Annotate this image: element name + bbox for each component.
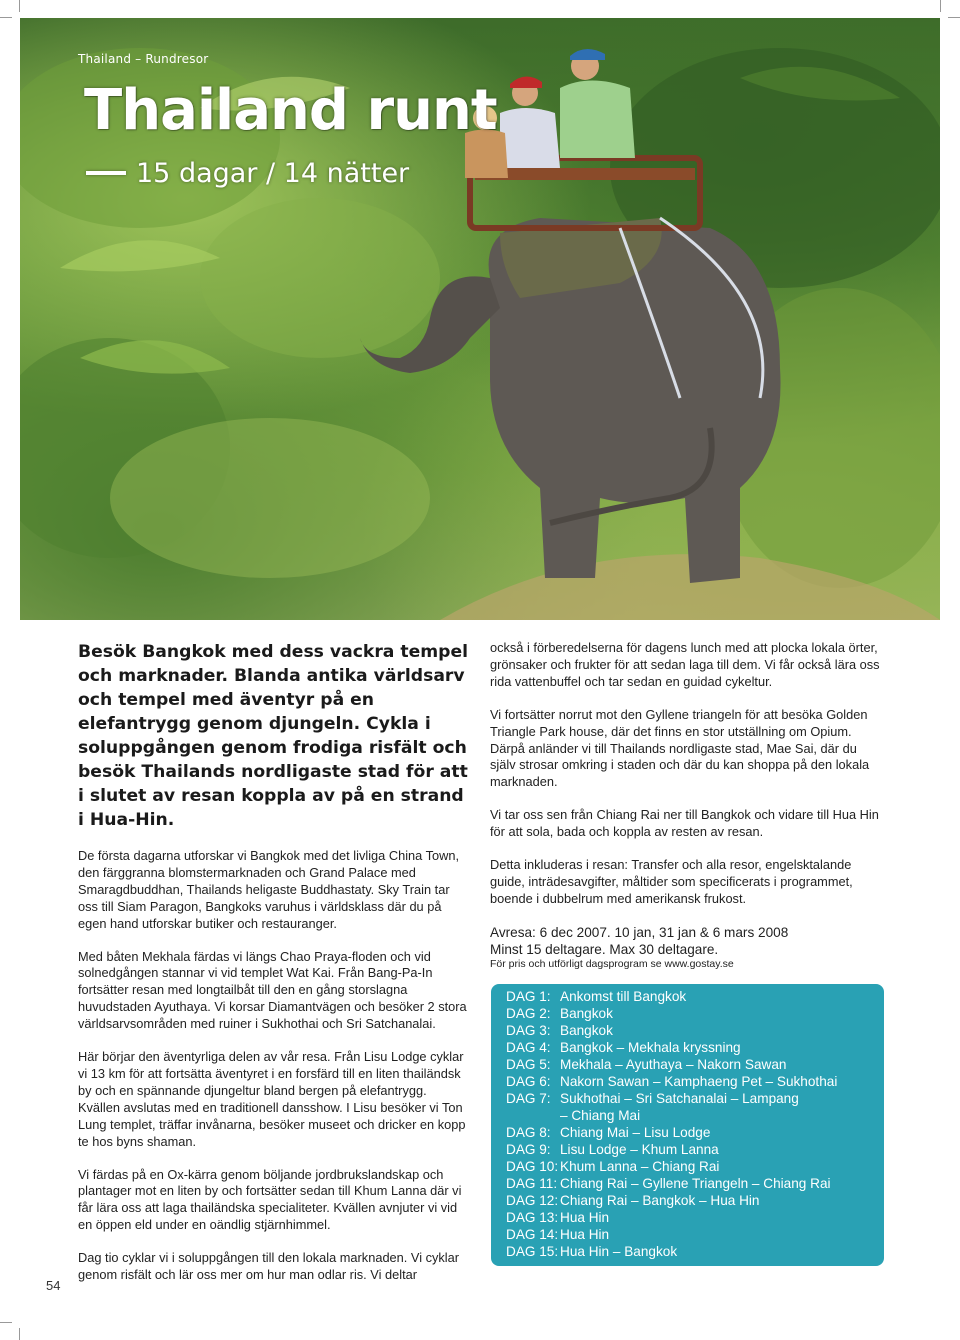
itinerary-day: DAG 10:	[506, 1159, 559, 1174]
itinerary-row	[506, 1023, 613, 1040]
itinerary-row	[506, 1159, 719, 1176]
page-number: 54	[46, 1278, 61, 1293]
itinerary-row	[506, 1210, 609, 1227]
right-column	[490, 640, 885, 970]
itinerary-text: Chiang Rai – Gyllene Triangeln – Chiang Rai	[560, 1176, 831, 1191]
itinerary-row	[506, 1193, 760, 1210]
itinerary-row	[506, 1006, 613, 1023]
itinerary-row	[506, 1040, 741, 1057]
itinerary-day: DAG 15:	[506, 1244, 559, 1259]
body-paragraph: Här börjar den äventyrliga delen av vår resa. Från Lisu Lodge cyklar vi 13 km för att fortsätta äventyret i en forsfärd till en liten thailändsk by och en spännande djungeltur bland bergen på elefantrygg. Kvällen avslutas med en traditionell dansshow. I Lisu besöker vi Ton Lung templet, träffar invånarna, besöker museet och dricker en kopp te hos byns shaman.	[78, 1049, 466, 1149]
body-paragraph: Dag tio cyklar vi i soluppgången till den lokala marknaden. Vi cyklar genom risfält och lär oss mer om hur man odlar ris. Vi deltar	[78, 1250, 460, 1283]
crop-mark	[19, 0, 20, 12]
lead-paragraph: Besök Bangkok med dess vackra tempel och marknader. Blanda antika världsarv och tempel med äventyr på en elefantrygg genom djungeln. Cykla i soluppgången genom frodiga risfält och besök Thailands nordligaste stad för att i slutet av resan koppla av på en strand i Hua-Hin.	[78, 642, 469, 830]
left-column	[78, 640, 470, 1300]
crop-mark	[19, 1328, 20, 1340]
itinerary-day: DAG 11:	[506, 1176, 558, 1191]
body-paragraph: Vi fortsätter norrut mot den Gyllene triangeln för att besöka Golden Triangle Park house, där det finns en stor utställning om Opium. Därpå anländer vi till Thailands nordligaste stad, Mae Sai, där du själv strosar omkring i staden och där du kan shoppa på den lokala marknaden.	[490, 706, 870, 790]
body-paragraph: Detta inkluderas i resan: Transfer och alla resor, engelsktalande guide, inträdesavgifter, måltider som specificerats i programmet, boende i dubbelrum med amerikansk frukost.	[490, 857, 853, 906]
body-paragraph: Vi färdas på en Ox-kärra genom böljande jordbrukslandskap och plantager mot en liten by och fortsätter sedan till Khum Lanna där vi får lära oss att laga thailändska specialiteter. Kvällen avnjuter vi vid en öppen eld under en oändlig stjärnhimmel.	[78, 1166, 462, 1233]
itinerary-text: Bangkok	[560, 1023, 613, 1038]
price-note: För pris och utförligt dagsprogram se www.gostay.se	[490, 957, 734, 970]
crop-mark	[0, 17, 12, 18]
page-title: Thailand runt	[84, 78, 497, 143]
hero-photo	[20, 18, 940, 620]
crop-mark	[948, 17, 960, 18]
itinerary-text: Sukhothai – Sri Satchanalai – Lampang	[560, 1091, 799, 1106]
page-subtitle	[86, 158, 409, 189]
body-paragraph: De första dagarna utforskar vi Bangkok med det livliga China Town, den färggranna blomstermarknaden och Grand Palace med Smaragdbuddhan, Thailands heligaste Buddhastaty. Sky Train tar oss till Siam Paragon, Bangkoks varuhus i världsklass där du på egen hand utforskar butiker och restauranger.	[78, 848, 460, 931]
itinerary-row	[506, 1142, 719, 1159]
itinerary-text: Chiang Mai – Lisu Lodge	[560, 1125, 711, 1140]
itinerary-text: Ankomst till Bangkok	[560, 989, 687, 1004]
crop-mark	[0, 1322, 12, 1323]
running-head: Thailand – Rundresor	[78, 52, 209, 66]
itinerary-text: Khum Lanna – Chiang Rai	[560, 1159, 720, 1174]
itinerary-day: DAG 3:	[506, 1023, 551, 1038]
itinerary-day: DAG 1:	[506, 989, 551, 1004]
crop-mark	[940, 0, 941, 12]
itinerary-day: DAG 7:	[506, 1091, 551, 1106]
itinerary-row	[506, 1227, 609, 1244]
itinerary-day: DAG 4:	[506, 1040, 551, 1055]
body-paragraph: också i förberedelserna för dagens lunch med att plocka lokala örter, grönsaker och frukter för att sedan laga till dem. Vi får också lära oss rida vattenbuffel och tar sedan en guidad cykeltur.	[490, 640, 880, 689]
itinerary-day: DAG 6:	[506, 1074, 551, 1089]
itinerary-row	[506, 1244, 677, 1261]
itinerary-day: DAG 14:	[506, 1227, 559, 1242]
itinerary-text: Hua Hin	[560, 1210, 610, 1225]
itinerary-row	[506, 1108, 640, 1125]
subtitle-text: 15 dagar / 14 nätter	[136, 158, 410, 189]
itinerary-row	[506, 1091, 799, 1108]
itinerary-row	[506, 1057, 786, 1074]
itinerary-text: Lisu Lodge – Khum Lanna	[560, 1142, 719, 1157]
itinerary-day: DAG 9:	[506, 1142, 551, 1157]
itinerary-text: Hua Hin – Bangkok	[560, 1244, 678, 1259]
itinerary-day: DAG 8:	[506, 1125, 551, 1140]
title-dash	[86, 171, 126, 175]
body-paragraph: Vi tar oss sen från Chiang Rai ner till Bangkok och vidare till Hua Hin för att sola, bada och koppla av resten av resan.	[490, 807, 879, 840]
itinerary-text: Hua Hin	[560, 1227, 610, 1242]
itinerary-text: Bangkok – Mekhala kryssning	[560, 1040, 741, 1055]
departure-dates: Avresa: 6 dec 2007. 10 jan, 31 jan & 6 mars 2008	[490, 924, 789, 940]
itinerary-row	[506, 1074, 837, 1091]
itinerary-row	[506, 1176, 831, 1193]
participants: Minst 15 deltagare. Max 30 deltagare.	[490, 941, 719, 957]
itinerary-text: – Chiang Mai	[560, 1108, 641, 1123]
itinerary-day: DAG 2:	[506, 1006, 551, 1021]
itinerary-day: DAG 12:	[506, 1193, 559, 1208]
itinerary-row	[506, 989, 686, 1006]
itinerary-row	[506, 1125, 710, 1142]
itinerary-text: Nakorn Sawan – Kamphaeng Pet – Sukhothai	[560, 1074, 838, 1089]
itinerary-text: Mekhala – Ayuthaya – Nakorn Sawan	[560, 1057, 787, 1072]
body-paragraph: Med båten Mekhala färdas vi längs Chao Praya-floden och vid solnedgången stannar vi vid templet Wat Kai. Från Bang-Pa-In fortsätter resan med longtailbåt till den en gång storslagna huvudstaden Ayuthaya. Vi korsar Diamantvägen och besöker 2 stora världsarvsområden med ruiner i Sukhothai och Sri Satchanalai.	[78, 948, 467, 1032]
itinerary-text: Chiang Rai – Bangkok – Hua Hin	[560, 1193, 760, 1208]
itinerary-day: DAG 5:	[506, 1057, 551, 1072]
itinerary-box	[491, 984, 884, 1266]
itinerary-text: Bangkok	[560, 1006, 613, 1021]
itinerary-day: DAG 13:	[506, 1210, 559, 1225]
